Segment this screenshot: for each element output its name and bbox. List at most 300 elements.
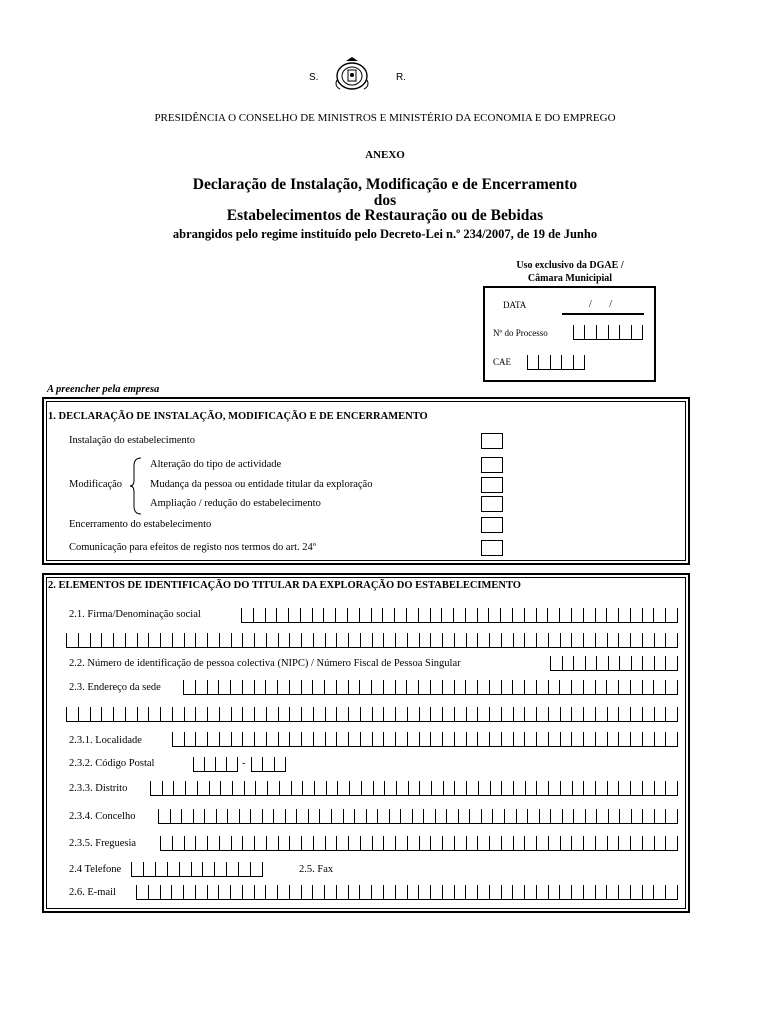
field-cell-divider [195,732,196,746]
field-cell-divider [583,633,584,647]
field-cell-divider [677,680,678,694]
field-cell-divider [665,809,666,823]
field-cell-divider [215,757,216,771]
firm-field-continued[interactable] [66,632,678,648]
field-cell-divider [377,809,378,823]
field-cell-divider [373,781,374,795]
field-cell-divider [677,656,678,670]
field-cell-divider [488,608,489,622]
field-cell-divider [253,608,254,622]
field-cell-divider [654,836,655,850]
field-cell-divider [442,836,443,850]
field-cell-divider [407,836,408,850]
field-cell-divider [78,633,79,647]
field-cell-divider [296,809,297,823]
field-cell-divider [230,885,231,899]
field-cell-divider [607,836,608,850]
district-field[interactable] [150,780,678,796]
field-cell-divider [336,707,337,721]
field-cell-divider [653,885,654,899]
field-cell-divider [430,608,431,622]
field-cell-divider [571,680,572,694]
field-cell-divider [383,836,384,850]
field-cell-divider [466,836,467,850]
field-cell-divider [325,707,326,721]
field-cell-divider [395,836,396,850]
field-cell-divider [312,680,313,694]
field-cell-divider [453,608,454,622]
parish-field[interactable] [160,835,678,851]
field-cell-divider [361,781,362,795]
field-cell-divider [606,680,607,694]
field-cell-divider [251,757,252,771]
field-cell-divider [148,633,149,647]
field-cell-divider [524,732,525,746]
field-cell-divider [285,757,286,771]
field-cell-divider [395,633,396,647]
field-cell-divider [184,707,185,721]
page-title-line1: Declaração de Instalação, Modificação e de Encerramento [192,176,578,193]
field-cell-divider [500,608,501,622]
field-cell-divider [331,809,332,823]
field-cell-divider [195,707,196,721]
field-cell-divider [313,633,314,647]
field-cell-divider [348,836,349,850]
field-cell-divider [244,781,245,795]
firm-field[interactable] [241,607,678,623]
registration-checkbox[interactable] [481,540,503,556]
field-cell-divider [197,781,198,795]
field-cell-divider [143,862,144,876]
field-cell-divider [313,836,314,850]
field-cell-divider [501,885,502,899]
field-cell-divider [279,781,280,795]
field-cell-divider [501,781,502,795]
field-cell-divider [630,608,631,622]
field-cell-divider [630,885,631,899]
process-number-label: Nº do Processo [493,328,548,338]
field-cell-divider [442,707,443,721]
field-cell-divider [181,809,182,823]
process-number-field[interactable] [573,324,643,340]
field-cell-divider [348,633,349,647]
field-cell-divider [524,707,525,721]
field-cell-divider [677,781,678,795]
field-cell-divider [618,781,619,795]
field-cell-divider [265,608,266,622]
company-fill-note: A preencher pela empresa [47,384,160,395]
field-cell-divider [242,732,243,746]
field-cell-divider [418,680,419,694]
field-cell-divider [466,732,467,746]
field-cell-divider [630,680,631,694]
field-cell-divider [677,885,678,899]
field-cell-divider [360,836,361,850]
field-cell-divider [608,656,609,670]
field-cell-divider [477,885,478,899]
field-cell-divider [266,633,267,647]
field-cell-divider [677,608,678,622]
field-cell-divider [383,707,384,721]
field-cell-divider [524,885,525,899]
field-cell-divider [583,781,584,795]
parish-label: 2.3.5. Freguesia [69,838,137,849]
field-cell-divider [454,707,455,721]
field-cell-divider [265,680,266,694]
field-cell-divider [148,885,149,899]
field-cell-divider [193,757,194,771]
field-cell-divider [207,633,208,647]
field-cell-divider [606,885,607,899]
mod-size-checkbox[interactable] [481,496,503,512]
field-cell-divider [677,809,678,823]
field-cell-divider [559,680,560,694]
annex-heading: ANEXO [365,149,405,161]
field-cell-divider [231,836,232,850]
page-title-line3: Estabelecimentos de Restauração ou de Bebidas [226,207,544,224]
field-cell-divider [219,707,220,721]
field-cell-divider [419,707,420,721]
field-cell-divider [227,809,228,823]
field-cell-divider [501,707,502,721]
official-use-heading [480,259,660,285]
field-cell-divider [560,836,561,850]
field-cell-divider [184,836,185,850]
field-cell-divider [371,680,372,694]
field-cell-divider [477,680,478,694]
field-cell-divider [407,633,408,647]
field-cell-divider [66,707,67,721]
field-cell-divider [536,608,537,622]
mod-owner-checkbox[interactable] [481,477,503,493]
address-label: 2.3. Endereço da sede [69,682,161,693]
mod-type-label: Alteração do tipo de actividade [150,459,282,470]
field-cell-divider [230,680,231,694]
field-cell-divider [442,732,443,746]
installation-checkbox[interactable] [481,433,503,449]
field-cell-divider [548,707,549,721]
field-cell-divider [571,732,572,746]
official-use-heading-line1: Uso exclusivo da DGAE / [516,260,624,271]
field-cell-divider [172,732,173,746]
field-cell-divider [419,836,420,850]
field-cell-divider [665,732,666,746]
field-cell-divider [406,680,407,694]
field-cell-divider [524,680,525,694]
field-cell-divider [469,809,470,823]
field-cell-divider [383,732,384,746]
field-cell-divider [596,656,597,670]
field-cell-divider [308,809,309,823]
official-use-heading-line2: Câmara Municipial [527,273,613,284]
field-cell-divider [289,707,290,721]
field-cell-divider [291,781,292,795]
field-cell-divider [326,781,327,795]
field-cell-divider [237,757,238,771]
field-cell-divider [216,809,217,823]
field-cell-divider [454,680,455,694]
field-cell-divider [548,836,549,850]
field-cell-divider [160,707,161,721]
field-cell-divider [407,885,408,899]
field-cell-divider [184,732,185,746]
field-cell-divider [90,633,91,647]
field-cell-divider [677,836,678,850]
modification-label: Modificação [69,479,123,490]
field-cell-divider [238,862,239,876]
field-cell-divider [383,885,384,899]
field-cell-divider [372,707,373,721]
field-cell-divider [653,608,654,622]
field-cell-divider [359,608,360,622]
field-cell-divider [654,809,655,823]
field-cell-divider [359,680,360,694]
postal-code-field[interactable] [193,756,238,772]
field-cell-divider [242,680,243,694]
field-cell-divider [525,781,526,795]
field-cell-divider [548,781,549,795]
field-cell-divider [665,633,666,647]
closure-checkbox[interactable] [481,517,503,533]
field-cell-divider [348,680,349,694]
field-cell-divider [665,656,666,670]
field-cell-divider [454,633,455,647]
field-cell-divider [430,885,431,899]
field-cell-divider [241,608,242,622]
locality-label: 2.3.1. Localidade [69,735,142,746]
field-cell-divider [454,732,455,746]
district-label: 2.3.3. Distrito [69,783,128,794]
mod-type-checkbox[interactable] [481,457,503,473]
email-field[interactable] [136,884,678,900]
field-cell-divider [583,680,584,694]
modification-brace-icon [129,456,145,516]
field-cell-divider [595,781,596,795]
ministry-heading: PRESIDÊNCIA O CONSELHO DE MINISTROS E MINISTÉRIO DA ECONOMIA E DO EMPREGO [154,112,616,124]
field-cell-divider [312,885,313,899]
field-cell-divider [442,633,443,647]
field-cell-divider [550,809,551,823]
field-cell-divider [148,707,149,721]
field-cell-divider [195,836,196,850]
field-cell-divider [354,809,355,823]
field-cell-divider [618,707,619,721]
field-cell-divider [654,781,655,795]
field-cell-divider [454,885,455,899]
field-cell-divider [513,781,514,795]
field-cell-divider [573,656,574,670]
field-cell-divider [571,707,572,721]
field-cell-divider [430,732,431,746]
date-field[interactable] [562,313,644,315]
field-cell-divider [254,732,255,746]
field-cell-divider [513,732,514,746]
field-cell-divider [536,836,537,850]
field-cell-divider [677,732,678,746]
locality-field[interactable] [172,731,678,747]
postal-code-separator: - [242,758,246,769]
field-cell-divider [642,836,643,850]
field-cell-divider [289,885,290,899]
field-cell-divider [226,757,227,771]
field-cell-divider [394,608,395,622]
field-cell-divider [585,656,586,670]
field-cell-divider [642,732,643,746]
field-cell-divider [66,633,67,647]
field-cell-divider [630,836,631,850]
field-cell-divider [172,633,173,647]
field-cell-divider [560,781,561,795]
field-cell-divider [167,862,168,876]
field-cell-divider [389,809,390,823]
field-cell-divider [630,732,631,746]
nipc-field[interactable] [550,655,678,671]
cae-field[interactable] [527,354,585,370]
field-cell-divider [232,781,233,795]
field-cell-divider [254,680,255,694]
field-cell-divider [170,809,171,823]
field-cell-divider [548,633,549,647]
field-cell-divider [548,885,549,899]
field-cell-divider [489,836,490,850]
field-cell-divider [347,608,348,622]
page-title-line2: dos [373,192,397,209]
field-cell-divider [335,608,336,622]
field-cell-divider [642,885,643,899]
field-cell-divider [430,680,431,694]
field-cell-divider [324,680,325,694]
field-cell-divider [665,781,666,795]
field-cell-divider [596,809,597,823]
field-cell-divider [478,781,479,795]
field-cell-divider [559,608,560,622]
field-cell-divider [360,633,361,647]
field-cell-divider [113,633,114,647]
field-cell-divider [466,781,467,795]
field-cell-divider [465,885,466,899]
field-cell-divider [642,707,643,721]
field-cell-divider [477,707,478,721]
field-cell-divider [278,732,279,746]
field-cell-divider [677,707,678,721]
field-cell-divider [207,680,208,694]
installation-label: Instalação do estabelecimento [69,435,195,446]
email-label: 2.6. E-mail [69,887,116,898]
field-cell-divider [160,633,161,647]
field-cell-divider [446,809,447,823]
field-cell-divider [492,809,493,823]
address-field[interactable] [183,679,678,695]
field-cell-divider [595,707,596,721]
field-cell-divider [560,707,561,721]
field-cell-divider [113,707,114,721]
field-cell-divider [618,732,619,746]
phone-field[interactable] [131,861,263,877]
field-cell-divider [560,732,561,746]
field-cell-divider [289,836,290,850]
field-cell-divider [501,732,502,746]
fax-label: 2.5. Fax [299,864,334,875]
field-cell-divider [125,707,126,721]
field-cell-divider [313,732,314,746]
field-cell-divider [583,608,584,622]
field-cell-divider [527,809,528,823]
field-cell-divider [524,633,525,647]
firm-label: 2.1. Firma/Denominação social [69,609,201,620]
field-cell-divider [618,680,619,694]
field-cell-divider [585,809,586,823]
field-cell-divider [262,757,263,771]
field-cell-divider [477,633,478,647]
field-cell-divider [382,608,383,622]
field-cell-divider [219,732,220,746]
field-cell-divider [630,707,631,721]
field-cell-divider [372,732,373,746]
field-cell-divider [642,809,643,823]
field-cell-divider [278,836,279,850]
field-cell-divider [536,707,537,721]
field-cell-divider [607,781,608,795]
field-cell-divider [412,809,413,823]
field-cell-divider [583,707,584,721]
field-cell-divider [231,707,232,721]
field-cell-divider [337,781,338,795]
field-cell-divider [642,656,643,670]
field-cell-divider [606,608,607,622]
field-cell-divider [560,633,561,647]
field-cell-divider [136,885,137,899]
field-cell-divider [150,781,151,795]
field-cell-divider [277,885,278,899]
nipc-label: 2.2. Número de identificação de pessoa colectiva (NIPC) / Número Fiscal de Pessoa Singular [69,658,461,669]
council-field[interactable] [158,808,678,824]
field-cell-divider [571,633,572,647]
field-cell-divider [254,633,255,647]
section2-title: 2. ELEMENTOS DE IDENTIFICAÇÃO DO TITULAR DA EXPLORAÇÃO DO ESTABELECIMENTO [48,580,521,591]
field-cell-divider [395,680,396,694]
field-cell-divider [336,885,337,899]
field-cell-divider [618,885,619,899]
field-cell-divider [536,781,537,795]
field-cell-divider [266,732,267,746]
postal-code-suffix-field[interactable] [251,756,286,772]
field-cell-divider [325,836,326,850]
field-cell-divider [193,809,194,823]
field-cell-divider [274,757,275,771]
field-cell-divider [490,781,491,795]
field-cell-divider [630,633,631,647]
field-cell-divider [458,809,459,823]
field-cell-divider [665,836,666,850]
seal-letter-r: R. [396,72,406,83]
field-cell-divider [254,885,255,899]
field-cell-divider [536,680,537,694]
field-cell-divider [489,680,490,694]
field-cell-divider [595,732,596,746]
field-cell-divider [324,885,325,899]
field-cell-divider [301,885,302,899]
field-cell-divider [336,732,337,746]
field-cell-divider [395,732,396,746]
field-cell-divider [665,707,666,721]
field-cell-divider [435,809,436,823]
field-cell-divider [171,885,172,899]
field-cell-divider [400,809,401,823]
address-field-continued[interactable] [66,706,678,722]
field-cell-divider [265,885,266,899]
field-cell-divider [219,836,220,850]
field-cell-divider [348,732,349,746]
